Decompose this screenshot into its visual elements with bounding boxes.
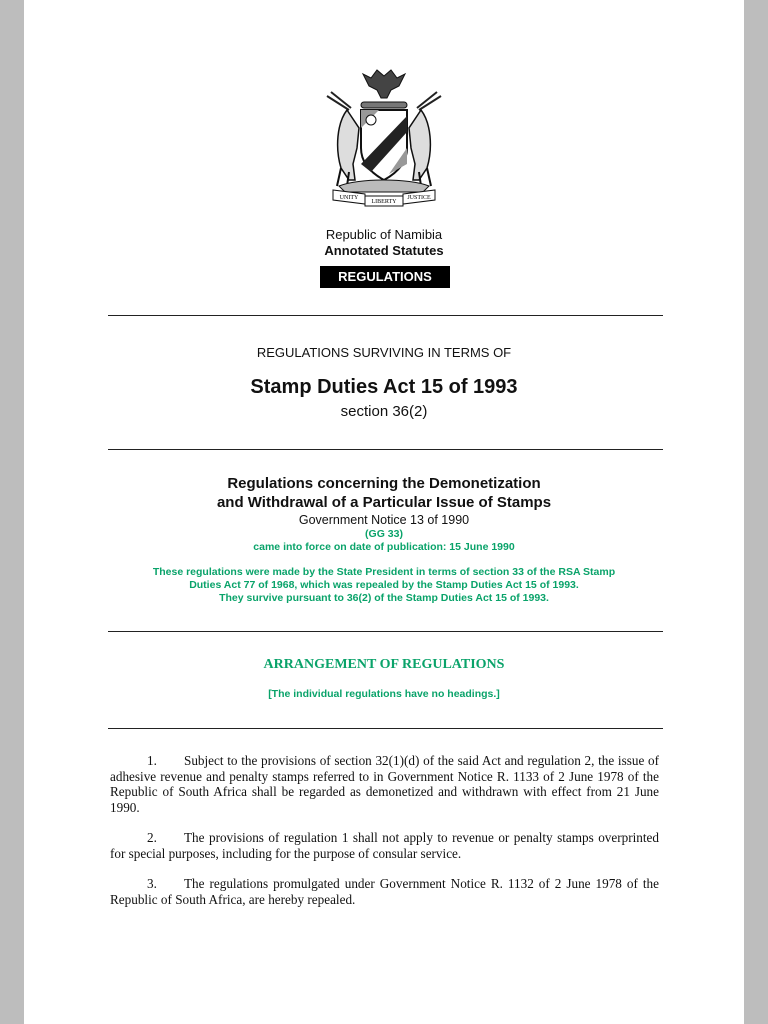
paragraph-text: The regulations promulgated under Government Notice R. 1132 of 2 June 1978 of the Republic of South Africa, are hereby repealed. [110,876,659,907]
editorial-note-line2: Duties Act 77 of 1968, which was repealed by the Stamp Duties Act 15 of 1993. [189,579,579,591]
coat-of-arms-emblem [319,68,449,208]
regulation-title-line2: and Withdrawal of a Particular Issue of Stamps [216,494,552,511]
motto-justice: JUSTICE [407,195,431,201]
arrangement-heading: ARRANGEMENT OF REGULATIONS [263,657,505,672]
paragraph-number: 2. [147,830,157,845]
government-notice: Government Notice 13 of 1990 [298,513,470,527]
paragraph-text: The provisions of regulation 1 shall not apply to revenue or penalty stamps overprinted for special purposes, including for the purpose of consular service. [110,830,659,861]
collection-name: Annotated Statutes [324,243,444,258]
editorial-note-line1: These regulations were made by the State President in terms of section 33 of the RSA Stamp [152,566,616,578]
divider [108,631,663,632]
divider [108,728,663,729]
document-page [24,0,744,1024]
editorial-note-line3: They survive pursuant to 36(2) of the Stamp Duties Act 15 of 1993. [219,592,549,604]
divider [108,449,663,450]
kicker-text: REGULATIONS SURVIVING IN TERMS OF [256,345,512,360]
motto-liberty: LIBERTY [371,199,397,205]
arrangement-note: [The individual regulations have no headings.] [268,688,500,700]
regulation-title-line1: Regulations concerning the Demonetization [227,475,541,492]
regulation-paragraph-1 [110,753,659,815]
divider [108,315,663,316]
regulation-paragraph-3 [110,876,659,907]
paragraph-text: Subject to the provisions of section 32(1)(d) of the said Act and regulation 2, the issue of adhesive revenue and penalty stamps referred to in Government Notice R. 1133 of 2 June 1978 of the Republic of South Africa shall be regarded as demonetized and withdrawn with effect from 21 June 1990. [110,753,659,815]
country-name: Republic of Namibia [325,227,443,242]
motto-unity: UNITY [339,195,359,201]
paragraph-number: 3. [147,876,157,891]
act-section: section 36(2) [340,403,428,420]
paragraph-number: 1. [147,753,157,768]
regulations-badge: REGULATIONS [320,266,450,288]
regulation-paragraph-2 [110,830,659,861]
gazette-reference: (GG 33) [365,528,403,540]
act-title: Stamp Duties Act 15 of 1993 [250,376,518,398]
commencement-note: came into force on date of publication: 15 June 1990 [253,541,515,553]
